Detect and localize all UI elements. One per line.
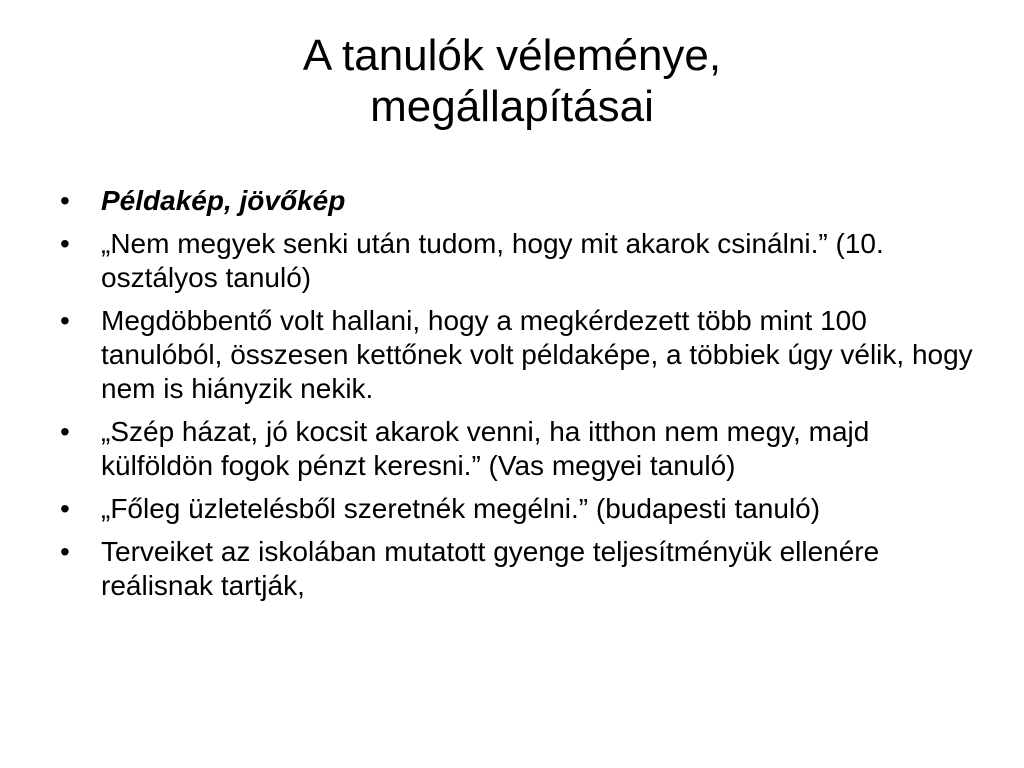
bullet-dot-icon: • bbox=[60, 305, 70, 336]
bullet-item-survey-finding bbox=[58, 304, 978, 406]
bullet-text: Terveiket az iskolában mutatott gyenge teljesítményük ellenére reálisnak tartják, bbox=[101, 536, 880, 601]
title-line-2: megállapításai bbox=[370, 82, 654, 131]
bullet-dot-icon: • bbox=[60, 493, 70, 524]
bullet-item-quote-budapest bbox=[58, 492, 978, 526]
bullet-text: Megdöbbentő volt hallani, hogy a megkérdezett több mint 100 tanulóból, összesen kettőnek volt példaképe, a többiek úgy vélik, hogy nem is hiányzik nekik. bbox=[101, 305, 973, 404]
bullet-item-quote-vas-county bbox=[58, 415, 978, 483]
bullet-item-plans bbox=[58, 535, 978, 603]
bullet-text: „Nem megyek senki után tudom, hogy mit akarok csinálni.” (10. osztályos tanuló) bbox=[101, 228, 884, 293]
bullet-text: „Szép házat, jó kocsit akarok venni, ha itthon nem megy, majd külföldön fogok pénzt keresni.” (Vas megyei tanuló) bbox=[101, 416, 870, 481]
bullet-dot-icon: • bbox=[60, 416, 70, 447]
bullet-text: Példakép, jövőkép bbox=[101, 185, 346, 216]
bullet-dot-icon: • bbox=[60, 228, 70, 259]
title-line-1: A tanulók véleménye, bbox=[302, 31, 722, 80]
bullet-list bbox=[58, 184, 978, 612]
slide-title bbox=[80, 30, 944, 132]
bullet-item-quote-10th-grade bbox=[58, 227, 978, 295]
bullet-text: „Főleg üzletelésből szeretnék megélni.” (budapesti tanuló) bbox=[101, 493, 821, 524]
bullet-dot-icon: • bbox=[60, 536, 70, 567]
bullet-item-role-model bbox=[58, 184, 978, 218]
bullet-dot-icon: • bbox=[60, 185, 70, 216]
